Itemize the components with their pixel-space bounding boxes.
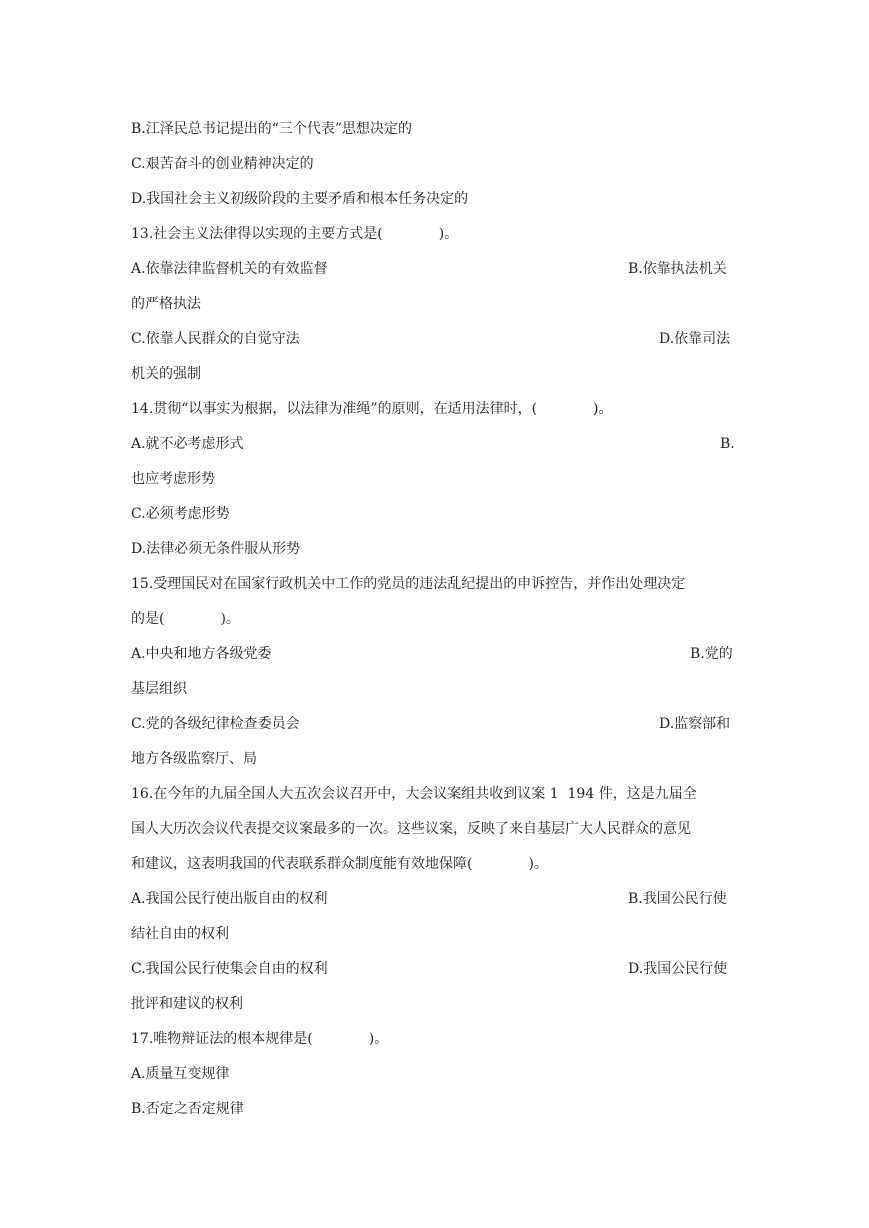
option-15d: D.监察部和 [659, 716, 731, 732]
question-13: 13.社会主义法律得以实现的主要方式是( )。 [131, 226, 459, 242]
option-13d-continued: 机关的强制 [131, 366, 201, 382]
question-16-line-2: 国人大历次会议代表提交议案最多的一次。这些议案，反映了来自基层广大人民群众的意见 [131, 821, 691, 837]
question-17: 17.唯物辩证法的根本规律是( )。 [131, 1031, 389, 1047]
option-17a: A.质量互变规律 [131, 1066, 230, 1082]
option-16b: B.我国公民行使 [628, 891, 727, 907]
option-14b: B. [720, 436, 735, 452]
option-13c: C.依靠人民群众的自觉守法 [131, 331, 300, 347]
question-14: 14.贯彻“以事实为根据，以法律为准绳”的原则，在适用法律时，( )。 [131, 401, 613, 417]
option-16a: A.我国公民行使出版自由的权利 [131, 891, 328, 907]
option-15b: B.党的 [690, 646, 733, 662]
option-13b: B.依靠执法机关 [628, 261, 727, 277]
option-14c: C.必须考虑形势 [131, 506, 230, 522]
question-15-continued: 的是( )。 [131, 611, 240, 627]
option-14b-continued: 也应考虑形势 [131, 471, 215, 487]
option-17b: B.否定之否定规律 [131, 1101, 244, 1117]
question-16-line-3: 和建议，这表明我国的代表联系群众制度能有效地保障( )。 [131, 856, 548, 872]
option-15b-continued: 基层组织 [131, 681, 187, 697]
option-14a: A.就不必考虑形式 [131, 436, 244, 452]
option-13b-continued: 的严格执法 [131, 296, 201, 312]
question-15: 15.受理国民对在国家行政机关中工作的党员的违法乱纪提出的申诉控告，并作出处理决定 [131, 576, 686, 592]
option-16b-continued: 结社自由的权利 [131, 926, 229, 942]
option-12d: D.我国社会主义初级阶段的主要矛盾和根本任务决定的 [131, 191, 469, 207]
option-16c: C.我国公民行使集会自由的权利 [131, 961, 328, 977]
option-14d: D.法律必须无条件服从形势 [131, 541, 301, 557]
option-13d: D.依靠司法 [659, 331, 731, 347]
option-16d: D.我国公民行使 [628, 961, 728, 977]
option-15a: A.中央和地方各级党委 [131, 646, 272, 662]
option-16d-continued: 批评和建议的权利 [131, 996, 243, 1012]
question-16: 16.在今年的九届全国人大五次会议召开中，大会议案组共收到议案 1 194 件，这是九届全 [131, 786, 697, 802]
option-13a: A.依靠法律监督机关的有效监督 [131, 261, 328, 277]
option-15c: C.党的各级纪律检查委员会 [131, 716, 300, 732]
option-15d-continued: 地方各级监察厅、局 [131, 751, 257, 767]
option-12b: B.江泽民总书记提出的“三个代表”思想决定的 [131, 121, 413, 137]
option-12c: C.艰苦奋斗的创业精神决定的 [131, 156, 314, 172]
